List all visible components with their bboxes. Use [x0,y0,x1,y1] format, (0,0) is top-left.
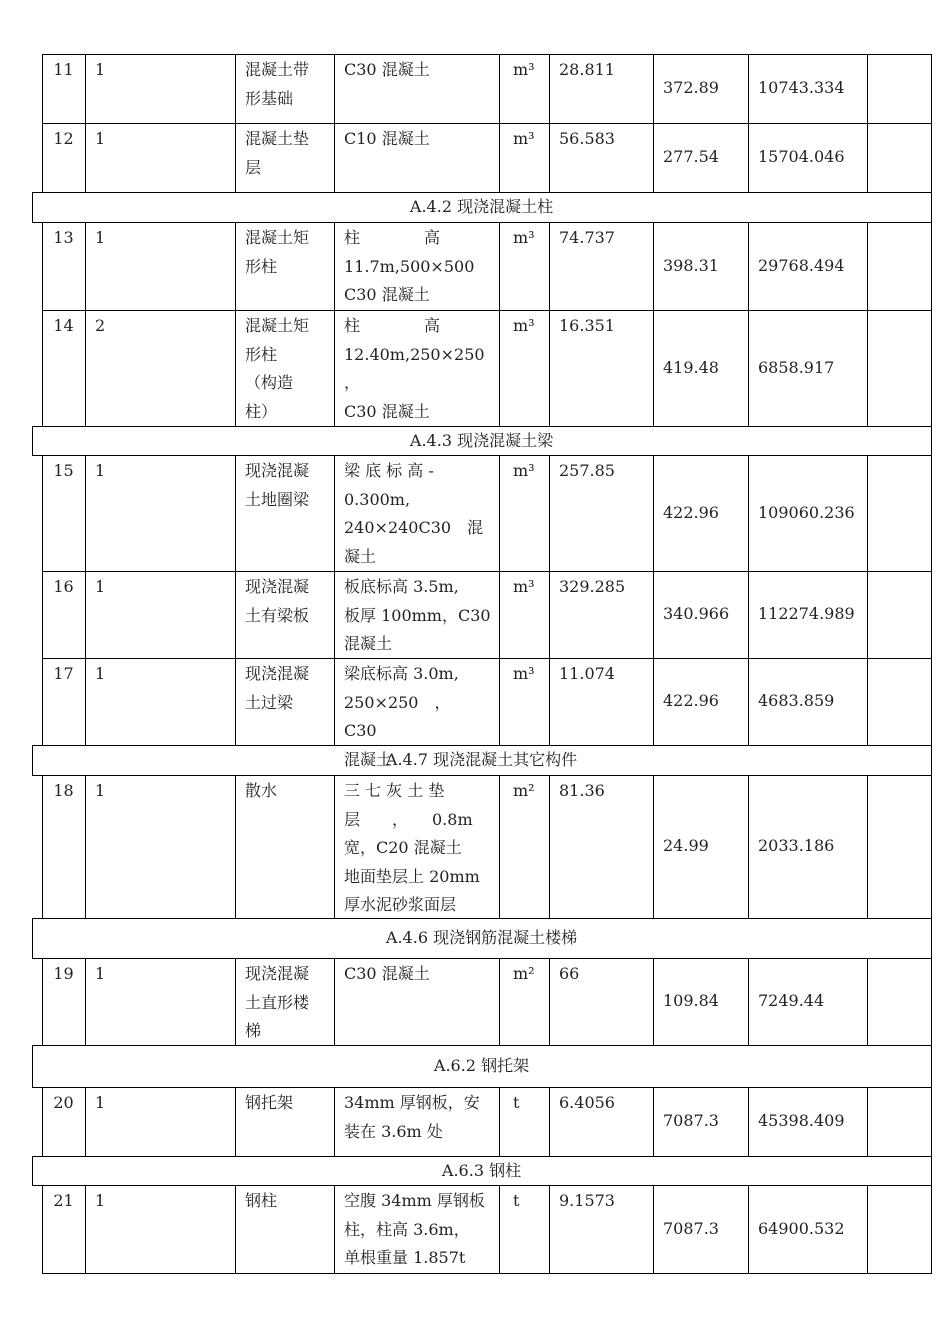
cell-qty: 1 [95,1093,106,1112]
column-border [499,222,500,311]
cell-total: 112274.989 [758,604,855,623]
cell-qty: 1 [95,781,106,800]
row-border [42,775,931,776]
cell-name: 现浇混凝 土直形楼 梯 [245,964,310,1040]
cell-desc: 板底标高 3.5m, 板厚 100mm，C30 混凝土 [344,577,491,653]
cell-no: 12 [53,129,74,148]
cell-name: 现浇混凝 土地圈梁 [245,461,310,509]
column-border [748,775,749,919]
cell-no: 20 [53,1093,74,1112]
cell-name: 钢托架 [245,1093,294,1112]
cell-qty: 2 [95,316,106,335]
column-border [235,222,236,311]
column-border [549,1087,550,1157]
column-border [748,310,749,427]
column-border [931,775,932,919]
cell-total: 29768.494 [758,256,845,275]
column-border [499,1087,500,1157]
row-border [32,1045,931,1046]
column-border [549,123,550,193]
column-border [748,1087,749,1157]
section-heading: A.6.3 钢柱 [441,1161,522,1180]
column-border [235,123,236,193]
column-border [549,54,550,124]
cell-no: 13 [53,228,74,247]
column-border [748,658,749,746]
cell-amount: 16.351 [559,316,615,335]
cell-desc: 空腹 34mm 厚钢板 柱，柱高 3.6m， 单根重量 1.857t [344,1191,485,1267]
cell-name: 现浇混凝 土有梁板 [245,577,310,625]
row-border [42,54,931,55]
column-border [748,958,749,1046]
cell-amount: 9.1573 [559,1191,615,1210]
column-border [85,222,86,311]
column-border [867,658,868,746]
column-border [748,571,749,659]
row-border [42,571,931,572]
cell-unit: m³ [513,60,535,79]
column-border [235,1185,236,1274]
column-border [549,775,550,919]
column-border [549,455,550,572]
cell-price: 422.96 [663,691,719,710]
column-border [653,571,654,659]
column-border [549,310,550,427]
column-border [499,571,500,659]
cell-no: 11 [53,60,74,79]
column-border [235,571,236,659]
cell-qty: 1 [95,129,106,148]
column-border [85,54,86,124]
cell-unit: m³ [513,461,535,480]
column-border [653,222,654,311]
cell-qty: 1 [95,60,106,79]
cell-total: 109060.236 [758,503,855,522]
cell-name: 混凝土矩 形柱 [245,228,310,276]
column-border [85,310,86,427]
cell-qty: 1 [95,664,106,683]
cell-unit: m³ [513,316,535,335]
cell-price: 340.966 [663,604,730,623]
cell-no: 18 [53,781,74,800]
column-border [85,123,86,193]
column-border [499,658,500,746]
column-border [867,222,868,311]
column-border [499,310,500,427]
column-border [235,1087,236,1157]
cell-no: 21 [53,1191,74,1210]
column-border [85,1087,86,1157]
cell-unit: t [513,1191,520,1210]
column-border [85,455,86,572]
cell-desc: 柱 高 12.40m,250×250 ， C30 混凝土 [344,316,485,421]
column-border [931,958,932,1046]
table-bottom-border [42,1273,931,1274]
cell-unit: m³ [513,664,535,683]
cell-qty: 1 [95,577,106,596]
column-border [931,123,932,193]
cell-price: 422.96 [663,503,719,522]
section-border [931,745,932,776]
column-border [931,658,932,746]
cell-amount: 81.36 [559,781,605,800]
column-border [235,775,236,919]
column-border [653,775,654,919]
cell-total: 2033.186 [758,836,835,855]
cell-total: 45398.409 [758,1111,845,1130]
column-border [334,658,335,746]
column-border [748,1185,749,1274]
column-border [653,54,654,124]
column-border [931,310,932,427]
cell-amount: 74.737 [559,228,615,247]
column-border [867,1185,868,1274]
cell-unit: m² [513,781,535,800]
cell-price: 277.54 [663,147,719,166]
cell-desc: C30 混凝土 [344,964,430,983]
row-border [42,222,931,223]
column-border [235,958,236,1046]
column-border [499,775,500,919]
cell-total: 7249.44 [758,991,825,1010]
column-border [334,1087,335,1157]
column-border [867,775,868,919]
cell-no: 19 [53,964,74,983]
cell-unit: m² [513,964,535,983]
column-border [235,455,236,572]
cell-desc: 梁底标高 3.0m, 250×250 ， C30 混凝土 [344,664,459,769]
column-border [334,775,335,919]
section-heading: A.4.7 现浇混凝土其它构件 [385,750,578,769]
column-border [931,1087,932,1157]
column-border [85,1185,86,1274]
column-border [549,571,550,659]
cell-total: 6858.917 [758,358,835,377]
cell-amount: 329.285 [559,577,626,596]
column-border [867,310,868,427]
cell-no: 15 [53,461,74,480]
cell-amount: 6.4056 [559,1093,615,1112]
cell-price: 398.31 [663,256,719,275]
section-heading: A.4.3 现浇混凝土梁 [409,431,554,450]
column-border [549,222,550,311]
column-border [235,54,236,124]
column-border [653,658,654,746]
column-border [235,658,236,746]
column-border [653,455,654,572]
column-border [499,1185,500,1274]
column-border [748,455,749,572]
column-border [867,958,868,1046]
column-border [867,54,868,124]
column-border [931,222,932,311]
column-border [653,1087,654,1157]
section-heading: A.4.6 现浇钢筋混凝土楼梯 [385,928,578,947]
section-border [931,1156,932,1186]
cell-name: 现浇混凝 土过梁 [245,664,310,712]
cell-unit: m³ [513,577,535,596]
section-heading: A.4.2 现浇混凝土柱 [409,197,554,216]
column-border [867,1087,868,1157]
column-border [549,1185,550,1274]
column-border [931,455,932,572]
cell-total: 4683.859 [758,691,835,710]
section-border [931,426,932,456]
column-border [867,571,868,659]
column-border [334,455,335,572]
section-border [931,1045,932,1088]
cell-desc: 三 七 灰 土 垫 层 ， 0.8m 宽，C20 混凝土 地面垫层上 20mm 厚水泥砂浆面层 [344,781,480,914]
cell-name: 混凝土矩 形柱 （构造 柱） [245,316,310,421]
column-border [748,123,749,193]
cell-total: 64900.532 [758,1219,845,1238]
cell-total: 15704.046 [758,147,845,166]
column-border [653,1185,654,1274]
column-border [653,958,654,1046]
cell-price: 24.99 [663,836,709,855]
column-border [931,54,932,124]
column-border [931,571,932,659]
column-border [549,658,550,746]
column-border [85,775,86,919]
cell-price: 372.89 [663,78,719,97]
cell-no: 14 [53,316,74,335]
column-border [499,123,500,193]
cell-desc: C10 混凝土 [344,129,430,148]
row-border [42,123,931,124]
cell-amount: 257.85 [559,461,615,480]
cell-unit: m³ [513,129,535,148]
cell-desc: 柱 高 11.7m,500×500 C30 混凝土 [344,228,475,304]
cell-amount: 28.811 [559,60,615,79]
column-border [334,1185,335,1274]
column-border [85,958,86,1046]
cell-price: 7087.3 [663,1219,719,1238]
cell-qty: 1 [95,461,106,480]
cell-no: 17 [53,664,74,683]
column-border [931,1185,932,1274]
cell-price: 109.84 [663,991,719,1010]
column-border [748,222,749,311]
column-border [653,123,654,193]
row-border [42,310,931,311]
cell-name: 混凝土垫 层 [245,129,310,177]
column-border [334,310,335,427]
column-border [499,958,500,1046]
column-border [85,658,86,746]
cell-qty: 1 [95,1191,106,1210]
column-border [748,54,749,124]
row-border [42,958,931,959]
cell-no: 16 [53,577,74,596]
cell-qty: 1 [95,964,106,983]
cell-name: 混凝土带 形基础 [245,60,310,108]
column-border [334,571,335,659]
cell-unit: t [513,1093,520,1112]
cell-price: 419.48 [663,358,719,377]
column-border [334,222,335,311]
section-heading: A.6.2 钢托架 [433,1056,530,1075]
cell-desc: C30 混凝土 [344,60,430,79]
column-border [499,455,500,572]
column-border [85,571,86,659]
cell-amount: 66 [559,964,580,983]
cell-desc: 34mm 厚钢板，安 装在 3.6m 处 [344,1093,480,1141]
row-border [42,1087,931,1088]
cell-unit: m³ [513,228,535,247]
column-border [499,54,500,124]
section-border [931,192,932,223]
column-border [235,310,236,427]
column-border [867,455,868,572]
cell-name: 散水 [245,781,278,800]
cell-total: 10743.334 [758,78,845,97]
column-border [334,123,335,193]
cell-qty: 1 [95,228,106,247]
section-border [931,918,932,959]
column-border [549,958,550,1046]
column-border [653,310,654,427]
cell-price: 7087.3 [663,1111,719,1130]
cell-amount: 56.583 [559,129,615,148]
column-border [334,54,335,124]
column-border [867,123,868,193]
cell-desc: 梁 底 标 高 - 0.300m, 240×240C30 混 凝土 [344,461,484,566]
column-border [334,958,335,1046]
cell-name: 钢柱 [245,1191,278,1210]
cell-amount: 11.074 [559,664,615,683]
